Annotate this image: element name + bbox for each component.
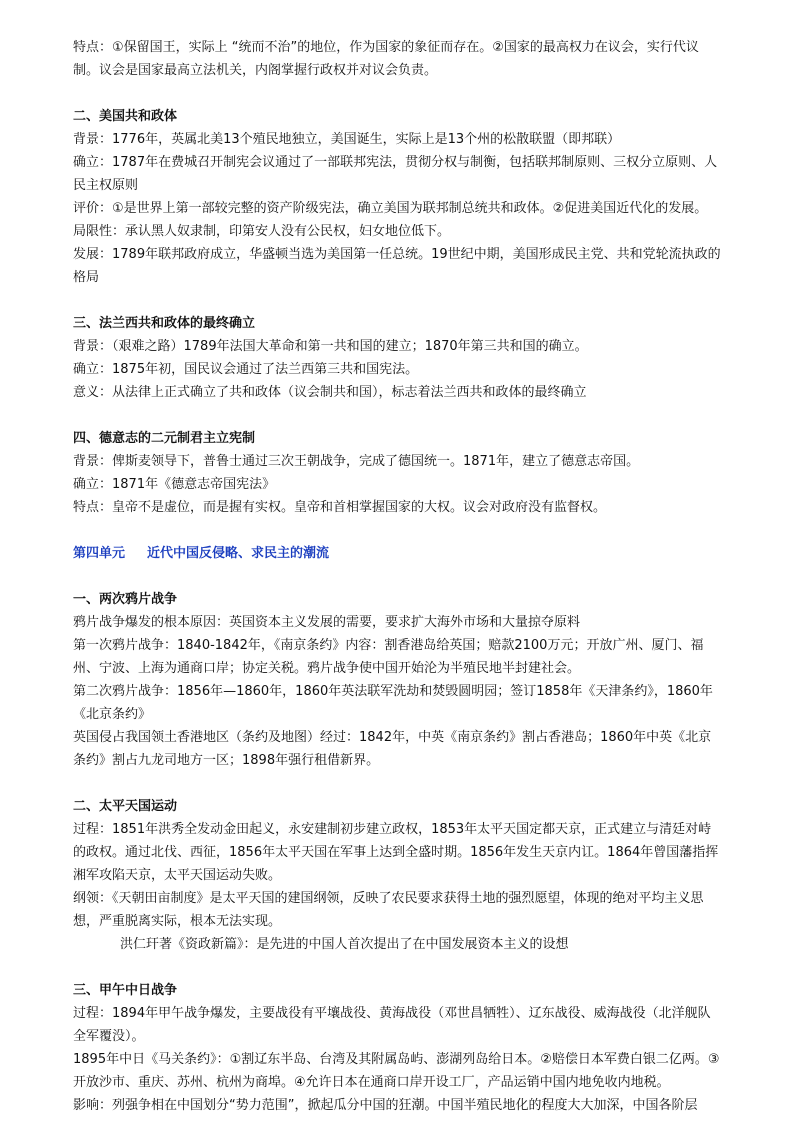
paragraph-uk-features: 特点：①保留国王，实际上 “统而不治”的地位，作为国家的象征而存在。②国家的最高权力在议会，实行代议制。议会是国家最高立法机关，内阁掌握行政权并对议会负责。 [73, 40, 699, 78]
paragraph-us-development: 发展：1789年联邦政府成立，华盛顿当选为美国第一任总统。19世纪中期，美国形成民主党、共和党轮流执政的格局 [73, 247, 721, 285]
paragraph-germany-establishment: 确立：1871年《德意志帝国宪法》 [73, 477, 276, 492]
section-heading-sino-japanese-war: 三、甲午中日战争 [73, 983, 178, 998]
paragraph-second-opium-war: 第二次鸦片战争：1856年—1860年，1860年英法联军洗劫和焚毁圆明园；签订1858年《天津条约》，1860年《北京条约》 [73, 684, 713, 722]
paragraph-germany-features: 特点：皇帝不是虚位，而是握有实权。皇帝和首相掌握国家的大权。议会对政府没有监督权。 [73, 500, 607, 515]
paragraph-us-limitations: 局限性：承认黑人奴隶制，印第安人没有公民权，妇女地位低下。 [73, 224, 451, 239]
section-heading-taiping: 二、太平天国运动 [73, 799, 178, 814]
paragraph-us-background: 背景：1776年，英属北美13个殖民地独立，美国诞生，实际上是13个州的松散联盟（即邦联） [73, 132, 621, 147]
paragraph-war-process: 过程：1894年甲午战争爆发，主要战役有平壤战役、黄海战役（邓世昌牺牲）、辽东战役、威海战役（北洋舰队全军覆没）。 [73, 1006, 711, 1044]
paragraph-taiping-process: 过程：1851年洪秀全发动金田起义，永安建制初步建立政权，1853年太平天国定都天京，正式建立与清廷对峙的政权。通过北伐、西征，1856年太平天国在军事上达到全盛时期。1856年发生天京内讧。1864年曾国藩指挥湘军攻陷天京，太平天国运动失败。 [73, 822, 719, 883]
section-heading-germany: 四、德意志的二元制君主立宪制 [73, 431, 256, 446]
unit-number: 第四单元 [73, 546, 126, 561]
paragraph-shimonoseki-treaty: 1895年中日《马关条约》：①割辽东半岛、台湾及其附属岛屿、澎湖列岛给日本。②赔偿日本军费白银二亿两。③开放沙市、重庆、苏州、杭州为商埠。④允许日本在通商口岸开设工厂，产品运销中国内地免收内地税。 [73, 1052, 720, 1090]
paragraph-first-opium-war: 第一次鸦片战争：1840-1842年，《南京条约》内容：割香港岛给英国；赔款2100万元；开放广州、厦门、福州、宁波、上海为通商口岸；协定关税。鸦片战争使中国开始沦为半殖民地半封建社会。 [73, 638, 704, 676]
unit-heading [73, 542, 723, 565]
section-heading-france-republic: 三、法兰西共和政体的最终确立 [73, 316, 256, 331]
unit-title: 近代中国反侵略、求民主的潮流 [147, 546, 330, 561]
section-heading-opium-wars: 一、两次鸦片战争 [73, 592, 178, 607]
paragraph-opium-cause: 鸦片战争爆发的根本原因：英国资本主义发展的需要，要求扩大海外市场和大量掠夺原料 [73, 615, 581, 630]
paragraph-france-significance: 意义：从法律上正式确立了共和政体（议会制共和国），标志着法兰西共和政体的最终确立 [73, 385, 587, 400]
paragraph-france-background: 背景：（艰难之路）1789年法国大革命和第一共和国的建立；1870年第三共和国的确立。 [73, 339, 588, 354]
paragraph-us-evaluation: 评价：①是世界上第一部较完整的资产阶级宪法，确立美国为联邦制总统共和政体。②促进美国近代化的发展。 [73, 201, 708, 216]
paragraph-hong-rengan: 洪仁玕著《资政新篇》：是先进的中国人首次提出了在中国发展资本主义的设想 [120, 937, 569, 952]
paragraph-war-impact: 影响：列强争相在中国划分“势力范围”，掀起瓜分中国的狂潮。中国半殖民地化的程度大大加深，中国各阶层 [73, 1098, 698, 1113]
paragraph-hong-kong: 英国侵占我国领土香港地区（条约及地图）经过：1842年，中英《南京条约》割占香港岛；1860年中英《北京条约》割占九龙司地方一区；1898年强行租借新界。 [73, 730, 712, 768]
paragraph-us-establishment: 确立：1787年在费城召开制宪会议通过了一部联邦宪法，贯彻分权与制衡，包括联邦制原则、三权分立原则、人民主权原则 [73, 155, 718, 193]
section-heading-us-republic: 二、美国共和政体 [73, 109, 178, 124]
paragraph-taiping-program: 纲领：《天朝田亩制度》是太平天国的建国纲领，反映了农民要求获得土地的强烈愿望，体现的绝对平均主义思想，严重脱离实际，根本无法实现。 [73, 891, 704, 929]
document-page [73, 36, 723, 1117]
paragraph-germany-background: 背景：俾斯麦领导下，普鲁士通过三次王朝战争，完成了德国统一。1871年，建立了德意志帝国。 [73, 454, 640, 469]
paragraph-france-establishment: 确立：1875年初，国民议会通过了法兰西第三共和国宪法。 [73, 362, 419, 377]
